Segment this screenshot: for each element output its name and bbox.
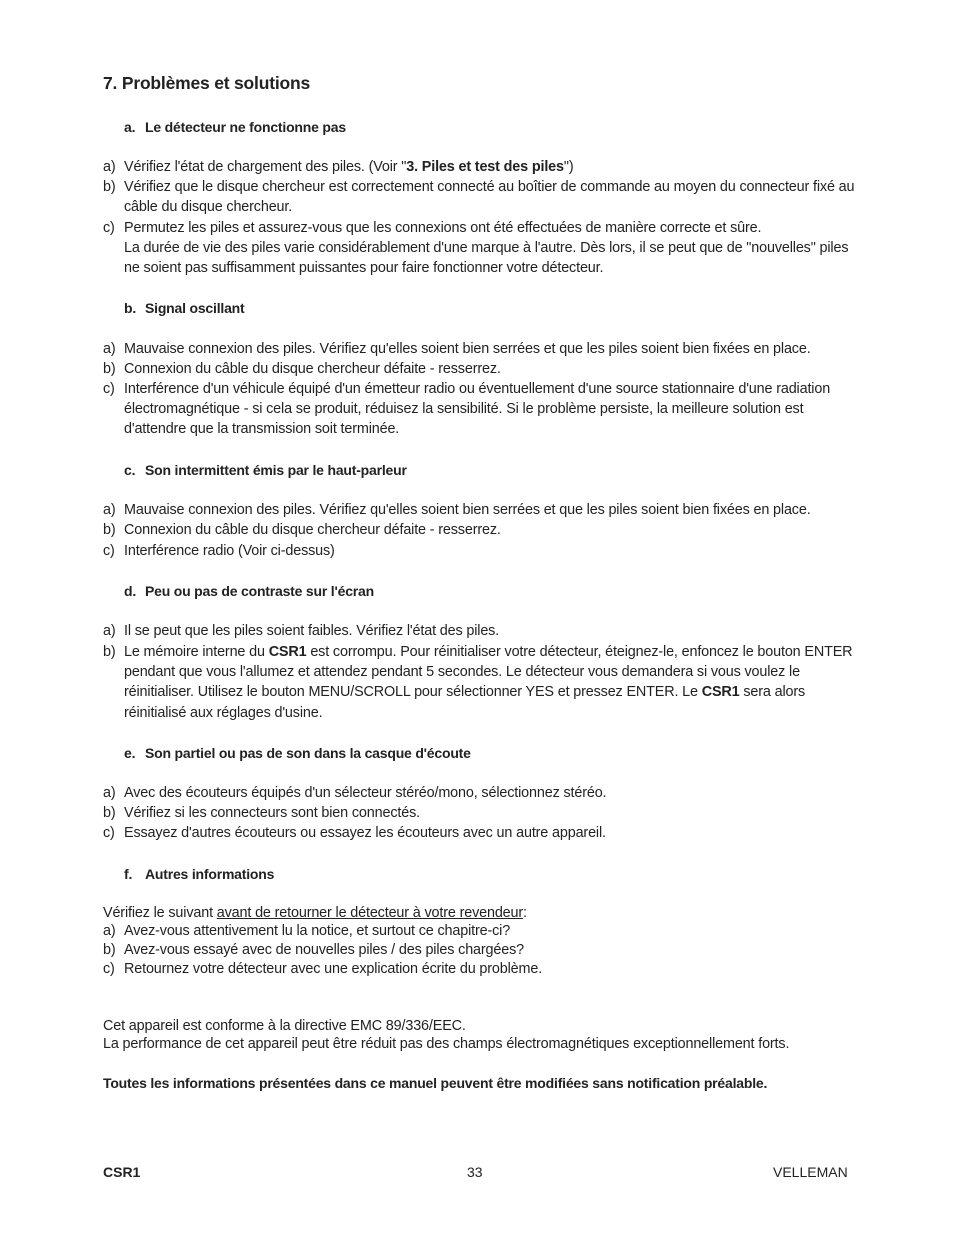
intro-text: Vérifiez le suivant [103,905,217,921]
page-number: 33 [467,1164,483,1180]
item-label: b) [103,179,116,195]
item-text: Connexion du câble du disque chercheur défaite - resserrez. [124,361,501,377]
item-text: Mauvaise connexion des piles. Vérifiez qu'elles soient bien serrées et que les piles soient bien fixées en place. [124,341,811,357]
list-item [103,642,863,723]
compliance-line: Cet appareil est conforme à la directive EMC 89/336/EEC. [103,1018,466,1034]
item-label: a) [103,502,116,518]
section-heading-f [124,866,274,882]
item-text: Vérifiez l'état de chargement des piles. (Voir " [124,159,407,175]
section-heading-e [124,745,471,761]
item-text: est corrompu. Pour réinitialiser votre détecteur, éteignez-le, enfoncez le bouton ENTER pendant que vous l'allumez et attendez pendant 5 secondes. Le détecteur vous demandera si vous voulez le réinitialiser. Utilisez le bouton MENU/SCROLL pour sélectionner YES et pressez ENTER. Le [124,644,853,701]
item-text: Avez-vous essayé avec de nouvelles piles / des piles chargées? [124,942,525,958]
list-item [103,541,863,561]
item-text: Mauvaise connexion des piles. Vérifiez qu'elles soient bien serrées et que les piles soient bien fixées en place. [124,502,811,518]
item-label: b) [103,805,116,821]
section-letter: a. [124,119,136,135]
item-label: c) [103,220,115,236]
item-text: Il se peut que les piles soient faibles. Vérifiez l'état des piles. [124,623,500,639]
list-item [103,359,863,379]
item-reference: 3. Piles et test des piles [406,159,564,175]
item-label: c) [103,381,115,397]
list-item [103,520,863,540]
item-label: a) [103,623,116,639]
product-code: CSR1 [268,644,307,660]
item-label: c) [103,825,115,841]
item-text: Avez-vous attentivement lu la notice, et surtout ce chapitre-ci? [124,923,511,939]
section-letter: f. [124,866,133,882]
footer-brand: VELLEMAN [773,1164,848,1180]
list-item [103,960,863,979]
list-item [103,500,863,520]
compliance-line: La performance de cet appareil peut être réduit pas des champs électromagnétiques exceptionnellement forts. [103,1036,790,1052]
section-letter: b. [124,300,137,316]
item-label: b) [103,644,116,660]
item-note: La durée de vie des piles varie considérablement d'une marque à l'autre. Dès lors, il se peut que de "nouvelles" piles ne soient pas suffisamment puissantes pour faire fonctionner votre détecteur. [124,240,849,277]
product-code: CSR1 [701,684,740,701]
item-text: sera alors réinitialisé aux réglages d'usine. [124,684,806,721]
item-label: a) [103,785,116,801]
list-item [103,177,863,217]
section-title: Son partiel ou pas de son dans la casque d'écoute [145,745,471,761]
section-title: Signal oscillant [145,300,245,316]
list-item [103,218,863,279]
list-item [103,157,863,177]
item-text: Vérifiez si les connecteurs sont bien connectés. [124,805,420,821]
section-heading-b [124,300,245,316]
item-text: Essayez d'autres écouteurs ou essayez les écouteurs avec un autre appareil. [124,825,606,841]
intro-underlined-text: avant de retourner le détecteur à votre revendeur [216,905,524,921]
section-title: Autres informations [145,866,275,882]
list-item [103,922,863,941]
list-item [103,621,863,641]
list-item [103,941,863,960]
item-label: a) [103,341,116,357]
list-item [103,379,863,440]
section-letter: d. [124,583,137,599]
disclaimer-notice: Toutes les informations présentées dans ce manuel peuvent être modifiées sans notification préalable. [103,1075,768,1091]
item-text: Avec des écouteurs équipés d'un sélecteur stéréo/mono, sélectionnez stéréo. [124,785,607,801]
item-text: Le mémoire interne du [124,644,269,660]
footer-product-code: CSR1 [103,1164,141,1180]
item-label: b) [103,522,116,538]
item-text: Interférence d'un véhicule équipé d'un émetteur radio ou éventuellement d'une source stationnaire d'une radiation électromagnétique - si cela se produit, réduisez la sensibilité. Si le problème persiste, la meilleure solution est d'attendre que la transmission soit terminée. [124,381,831,438]
item-label: b) [103,361,116,377]
item-label: b) [103,942,116,958]
list-item [103,823,863,843]
item-label: a) [103,159,116,175]
section-heading-d [124,583,374,599]
item-text: Interférence radio (Voir ci-dessus) [124,543,335,559]
section-title: Le détecteur ne fonctionne pas [145,119,346,135]
section-heading-c [124,462,407,478]
item-label: c) [103,961,115,977]
item-text: Permutez les piles et assurez-vous que les connexions ont été effectuées de manière correcte et sûre. [124,220,762,236]
section-title: Son intermittent émis par le haut-parleur [145,462,407,478]
item-text: ") [563,159,574,175]
list-item [103,339,863,359]
section-letter: c. [124,462,136,478]
page-title: 7. Problèmes et solutions [103,73,310,93]
section-title: Peu ou pas de contraste sur l'écran [145,583,374,599]
list-item [103,803,863,823]
section-letter: e. [124,745,136,761]
item-text: Connexion du câble du disque chercheur défaite - resserrez. [124,522,501,538]
list-item [103,783,863,803]
intro-text: : [523,905,527,921]
section-heading-a [124,119,346,135]
item-label: a) [103,923,116,939]
item-text: Retournez votre détecteur avec une explication écrite du problème. [124,961,543,977]
section-intro [103,904,527,923]
item-label: c) [103,543,115,559]
item-text: Vérifiez que le disque chercheur est correctement connecté au boîtier de commande au moyen du connecteur fixé au câble du disque chercheur. [124,179,855,216]
